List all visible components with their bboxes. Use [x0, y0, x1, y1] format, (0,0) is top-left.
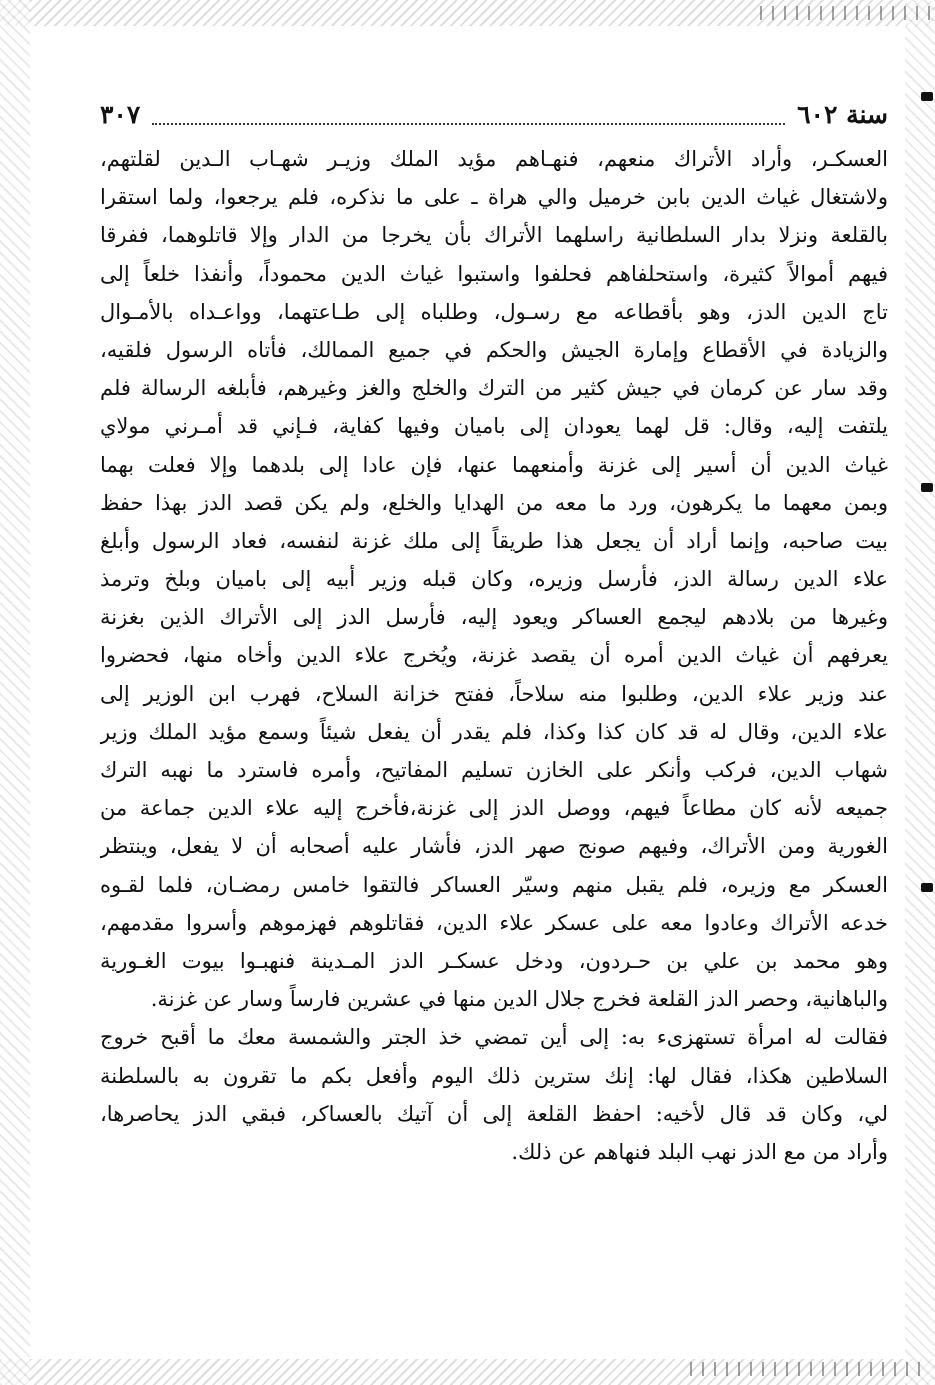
- text-line: فيهم أموالاً كثيرة، واستحلفاهم فحلفوا واستبوا غياث الدين محموداً، وأنفذا خلعاً إلى: [100, 261, 888, 286]
- text-line: العسكـر، وأراد الأتراك منعهم، فنهـاهم مؤيد الملك وزيـر شهـاب الـدين لقلتهم،: [100, 147, 888, 171]
- ornamental-border-left: [0, 0, 30, 1385]
- text-line: خدعه الأتراك وعادوا معه على عسكر علاء الدين، فقاتلوهم فهزموهم وأسروا مقدمهم،: [100, 910, 888, 935]
- knot-ornament-top: [760, 6, 930, 20]
- text-line: والباهانية، وحصر الدز القلعة فخرج جلال الدين منها في عشرين فارساً وسار عن غزنة.: [150, 987, 888, 1012]
- text-line: وبمن معهما ما يكرهون، ورد ما معه من الهدايا والخلع، ولم يكن قصد الدز بهذا حفظ: [100, 490, 888, 515]
- running-head: [100, 94, 888, 134]
- text-line: بالقلعة ونزلا بدار السلطانية راسلهما الأتراك بأن يخرجا من الدار وإلا قاتلوهما، ففرقا: [100, 223, 888, 248]
- text-line: والزيادة في الأقطاع وإمارة الجيش والحكم في جميع الممالك، فأتاه الرسول فلقيه،: [100, 337, 888, 362]
- book-page: [40, 78, 900, 1348]
- text-line: وهو محمد بن علي بن حـردون، ودخل عسكـر الدز المـدينة فنهبـوا بيوت الغـورية: [100, 948, 888, 973]
- text-line: العسكر مع وزيره، فلم يقبل منهم وسيّر العساكر فالتقوا خامس رمضـان، فلما لقـوه: [100, 872, 888, 897]
- margin-mark: [921, 92, 933, 101]
- text-line: وغيرها من بلادهم ليجمع العساكر ويعود إليه، فأرسل الدز إلى الأتراك الذين بغزنة: [100, 605, 888, 630]
- text-line: عند وزير علاء الدين، وطلبوا منه سلاحاً، ففتح خزانة السلاح، فهرب ابن الوزير إلى: [100, 681, 888, 706]
- ornamental-border-right: [905, 0, 935, 1385]
- text-line: فقالت له امرأة تستهزىء به: إلى أين تمضي خذ الجتر والشمسة معك ما أقبح خروج: [100, 1025, 888, 1050]
- text-line: علاء الدين، وقال له قد كان كذا وكذا، فلم يقدر أن يفعل شيئاً وسمع مؤيد الملك وزير: [100, 719, 888, 744]
- text-line: ولاشتغال غياث الدين بابن خرميل والي هراة ـ على ما نذكره، فلم يرجعوا، ولما استقرا: [100, 185, 888, 210]
- body-text: [100, 140, 888, 1171]
- text-line: يعرفهم أن غياث الدين أمره أن يقصد غزنة، ويُخرج علاء الدين وأخاه منها، فحضروا: [100, 643, 888, 668]
- dotted-leader: [152, 113, 785, 125]
- text-line: وأراد من مع الدز نهب البلد فنهاهم عن ذلك.: [511, 1139, 888, 1164]
- text-line: يلتفت إليه، وقال: قل لهما يعودان إلى باميان وفيها كفاية، فـإني قد أمـرني مولاي: [100, 414, 888, 439]
- text-line: علاء الدين رسالة الدز، فأرسل وزيره، وكان قبله وزير أبيه إلى باميان وبلخ وترمذ: [100, 567, 888, 592]
- knot-ornament-bottom: [690, 1362, 930, 1376]
- text-line: تاج الدين الدز، وهو بأقطاعه مع رسـول، وطلباه إلى طـاعتهما، وواعـداه بالأمـوال: [100, 299, 888, 324]
- margin-mark: [921, 883, 933, 892]
- text-line: غياث الدين أن أسير إلى غزنة وأمنعهما عنها، فإن عادا إلى بلدهما وإلا فعلت بهما: [100, 452, 888, 477]
- running-head-year: سنة ٦٠٢: [797, 99, 888, 129]
- text-line: بيت صاحبه، وإنما أراد أن يجعل هذا طريقاً إلى ملك غزنة لنفسه، فعاد الرسول وأبلغ: [100, 528, 888, 553]
- text-line: الغورية ومن الأتراك، وفيهم صونج صهر الدز، فأشار عليه أصحابه أن لا يفعل، وينتظر: [100, 834, 888, 859]
- text-line: لي، وكان قد قال لأخيه: احفظ القلعة إلى أن آتيك بالعساكر، فبقي الدز يحاصرها،: [100, 1101, 888, 1126]
- text-line: جميعه لأنه كان مطاعاً فيهم، ووصل الدز إلى غزنة،فأخرج إليه علاء الدين جماعة من: [100, 796, 888, 821]
- text-line: السلاطين هكذا، فقال لها: إنك سترين ذلك اليوم وأفعل بكم ما تقرون به بالسلطنة: [100, 1063, 888, 1088]
- text-line: وقد سار عن كرمان في جيش كثير من الترك والخلج والغز وغيرهم، فأبلغه الرسالة فلم: [100, 376, 888, 401]
- text-line: شهاب الدين، فركب وأنكر على الخازن تسليم المفاتيح، وأمره فاسترد ما نهبه الترك: [100, 758, 888, 782]
- margin-mark: [921, 483, 933, 492]
- page-number: ٣٠٧: [100, 99, 141, 129]
